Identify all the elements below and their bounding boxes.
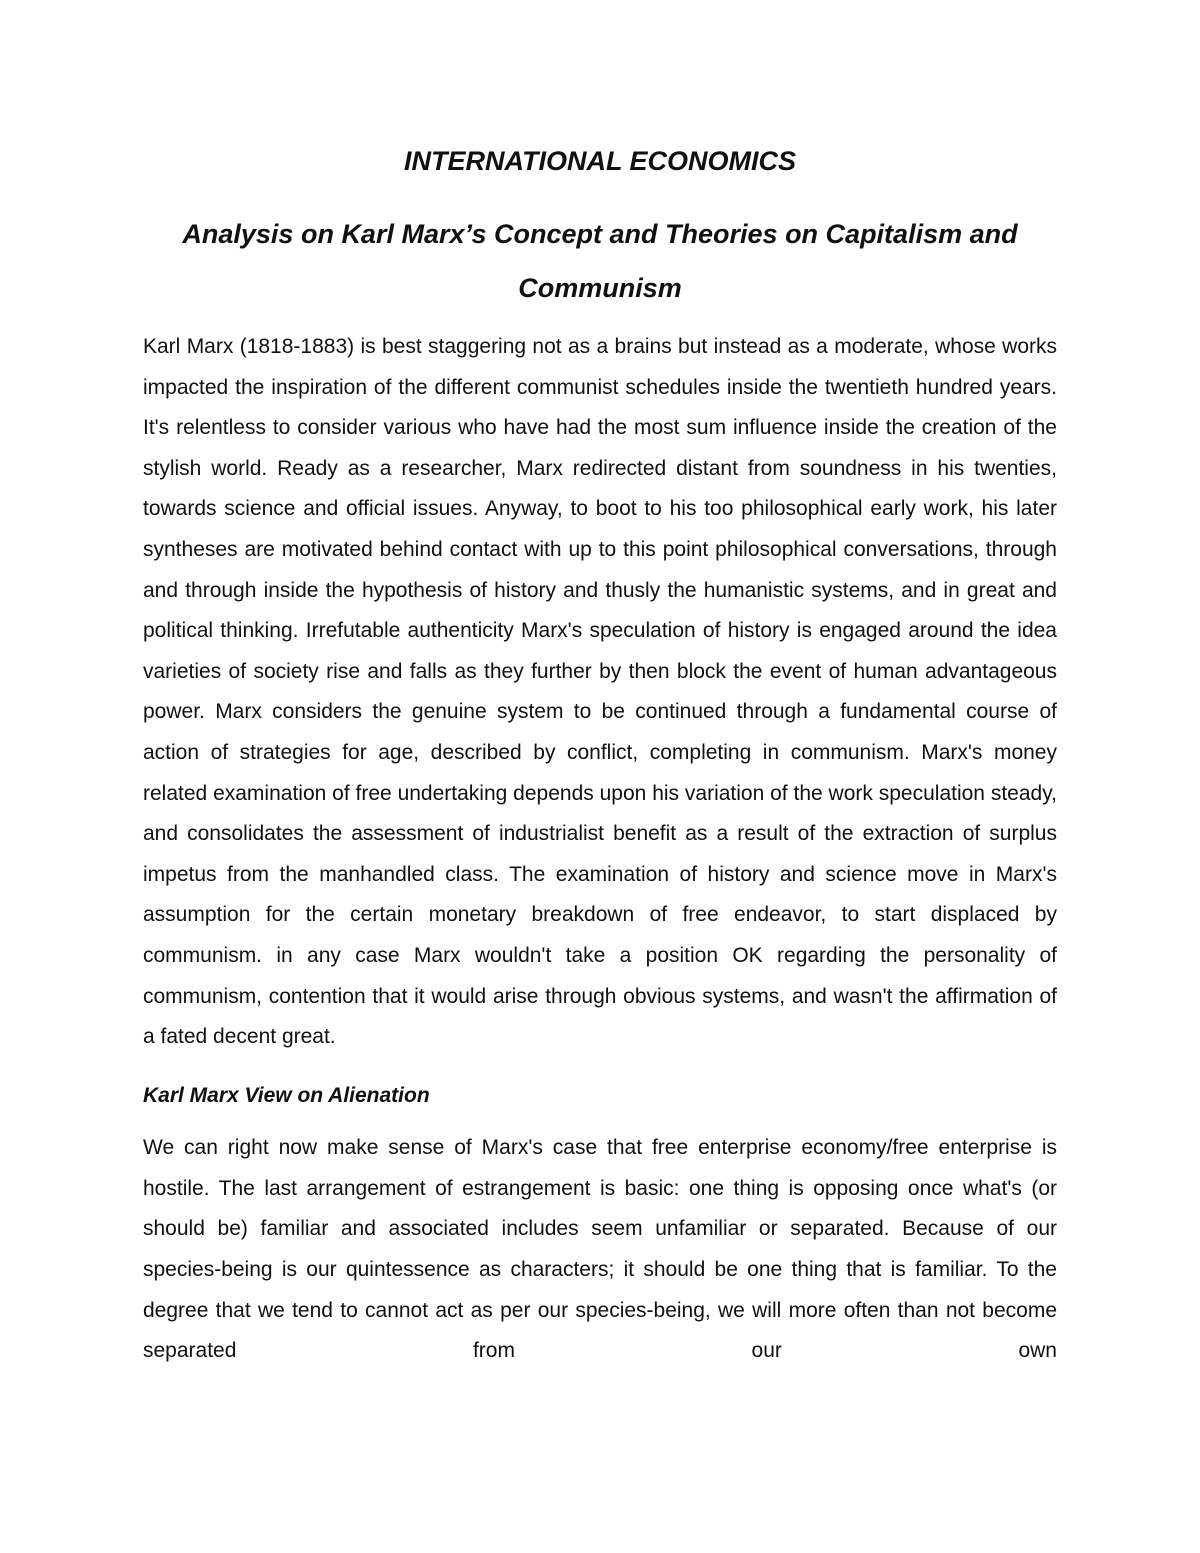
section-paragraph: We can right now make sense of Marx's case that free enterprise economy/free enterprise is hostile. The last arrangement of estrangement is basic: one thing is opposing once what's (or should be) familiar and associated includes seem unfamiliar or separated. Because of our species-being is our quintessence as characters; it should be one thing that is familiar. To the degree that we tend to cannot act as per our species-being, we will more often than not become separated from our own [143,1136,1057,1363]
intro-paragraph: Karl Marx (1818-1883) is best staggering not as a brains but instead as a moderate, whose works impacted the inspiration of the different communist schedules inside the twentieth hundred years. It's relentless to consider various who have had the most sum influence inside the creation of the stylish world. Ready as a researcher, Marx redirected distant from soundness in his twenties, towards science and official issues. Anyway, to boot to his too philosophical early work, his later syntheses are motivated behind contact with up to this point philosophical conversations, through and through inside the hypothesis of history and thusly the humanistic systems, and in great and political thinking. Irrefutable authenticity Marx's speculation of history is engaged around the idea varieties of society rise and falls as they further by then block the event of human advantageous power. Marx considers the genuine system to be continued through a fundamental course of action of strategies for age, described by conflict, completing in communism. Marx's money related examination of free undertaking depends upon his variation of the work speculation steady, and consolidates the assessment of industrialist benefit as a result of the extraction of surplus impetus from the manhandled class. The examination of history and science move in Marx's assumption for the certain monetary breakdown of free endeavor, to start displaced by communism. in any case Marx wouldn't take a position OK regarding the personality of communism, contention that it would arise through obvious systems, and wasn't the affirmation of a fated decent great. [143,335,1057,1049]
document-page [143,138,1057,1372]
document-subtitle: Analysis on Karl Marx’s Concept and Theories on Capitalism and Communism [182,219,1018,303]
document-title: INTERNATIONAL ECONOMICS [403,146,796,176]
section-heading: Karl Marx View on Alienation [143,1083,430,1107]
